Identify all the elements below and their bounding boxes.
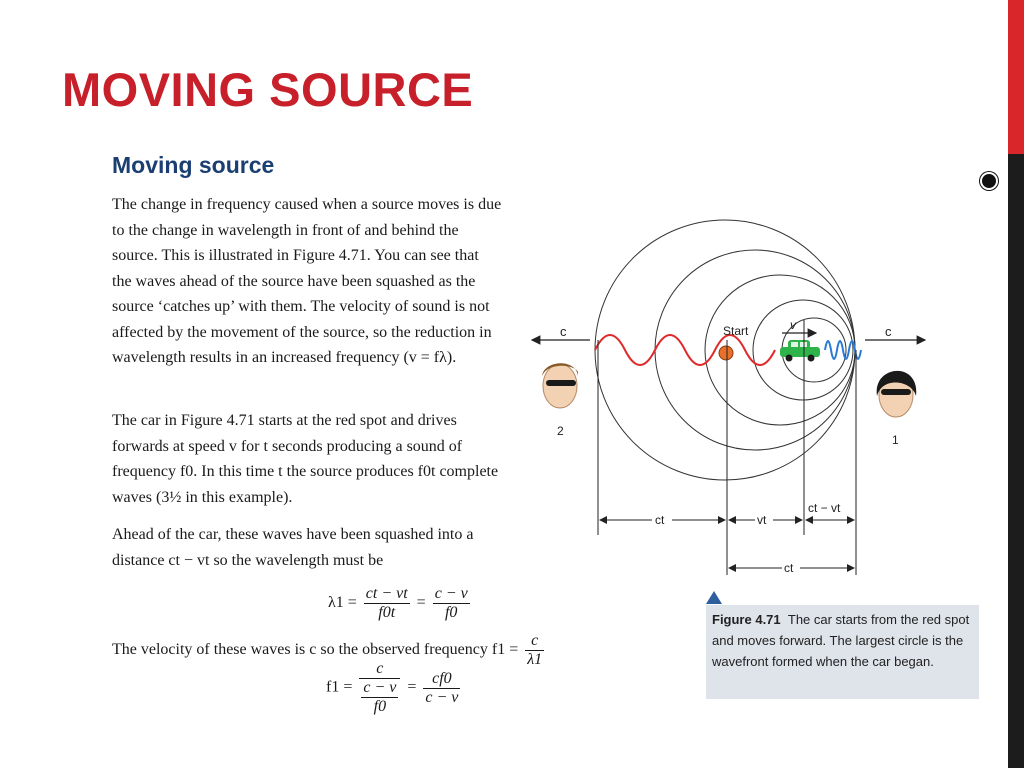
figure-caption bbox=[712, 609, 972, 672]
dim-ct-label: ct bbox=[655, 513, 665, 527]
vel-frac-num: c bbox=[525, 632, 544, 651]
observer-2-icon bbox=[542, 363, 578, 408]
v-label: v bbox=[790, 318, 796, 332]
vel-frac-den: λ1 bbox=[527, 651, 543, 668]
eq2-equals: = bbox=[407, 678, 417, 696]
wave-behind bbox=[595, 335, 775, 365]
eq2-frac2-num: cf0 bbox=[423, 670, 460, 689]
caption-triangle-icon bbox=[706, 591, 722, 604]
c-left-label: c bbox=[560, 324, 567, 339]
eq1-frac1-num: ct − vt bbox=[365, 585, 408, 602]
dim-vt-label: vt bbox=[757, 513, 767, 527]
start-label: Start bbox=[723, 324, 749, 338]
accent-bar-red bbox=[1008, 0, 1024, 154]
accent-bar-dark bbox=[1008, 154, 1024, 768]
eq1-fraction-1 bbox=[364, 585, 410, 622]
eq2-nested-num: c − v bbox=[363, 679, 397, 696]
eq2-frac2-den: c − v bbox=[425, 688, 459, 706]
velocity-text: The velocity of these waves is c so the observed frequency f1 = bbox=[112, 641, 519, 659]
paragraph-squashed: Ahead of the car, these waves have been squashed into a distance ct − vt so the wavelength must be bbox=[112, 526, 474, 569]
eq1-frac2-num: c − v bbox=[434, 585, 468, 602]
eq1-fraction-2 bbox=[433, 585, 470, 622]
car-icon bbox=[780, 340, 820, 362]
eq1-frac2-den: f0 bbox=[444, 604, 458, 621]
slide-title: MOVING SOURCE bbox=[62, 63, 474, 116]
observer-1-icon bbox=[877, 371, 917, 417]
start-dot bbox=[719, 346, 733, 360]
caption-text: The car starts from the red spot and moves forward. The largest circle is the wavefront formed when the car began. bbox=[712, 612, 970, 669]
c-right-label: c bbox=[885, 324, 892, 339]
eq2-frac1-den bbox=[359, 679, 400, 716]
paragraph-wavelength: The change in frequency caused when a source moves is due to the change in wavelength in front of and behind the source. This is illustrated in Figure 4.71. You can see that the waves ahead of the source have been squashed as the source ‘catches up’ with them. The velocity of sound is not affected by the movement of the source, so the reduction in wavelength results in an increased frequency (v = fλ). bbox=[112, 196, 502, 366]
equation-frequency bbox=[326, 660, 463, 716]
eq2-fraction-2 bbox=[423, 670, 460, 707]
observer-2-label: 2 bbox=[557, 424, 564, 438]
dim-ct-vt-label: ct − vt bbox=[808, 501, 841, 515]
eq2-nested-fraction bbox=[361, 679, 398, 716]
eq1-frac1-den: f0t bbox=[378, 604, 396, 621]
paragraph-car: The car in Figure 4.71 starts at the red spot and drives forwards at speed v for t seconds producing a sound of frequency f0. In this time t the source produces f0t complete waves (3½ in this example). bbox=[112, 412, 499, 506]
caption-label: Figure 4.71 bbox=[712, 612, 781, 627]
velocity-fraction bbox=[525, 632, 544, 669]
doppler-figure bbox=[520, 190, 1000, 590]
eq2-nested-den: f0 bbox=[373, 698, 387, 715]
eq2-fraction-1 bbox=[359, 660, 400, 716]
section-heading: Moving source bbox=[112, 152, 275, 178]
eq1-equals: = bbox=[416, 594, 426, 612]
observer-1-label: 1 bbox=[892, 433, 899, 447]
equation-wavelength bbox=[328, 585, 473, 622]
eq2-lhs: f1 = bbox=[326, 678, 353, 696]
dim-ct-bottom-label: ct bbox=[784, 561, 794, 575]
eq1-lhs: λ1 = bbox=[328, 594, 357, 612]
pointer-icon bbox=[980, 172, 998, 190]
eq2-frac1-num: c bbox=[359, 660, 400, 679]
